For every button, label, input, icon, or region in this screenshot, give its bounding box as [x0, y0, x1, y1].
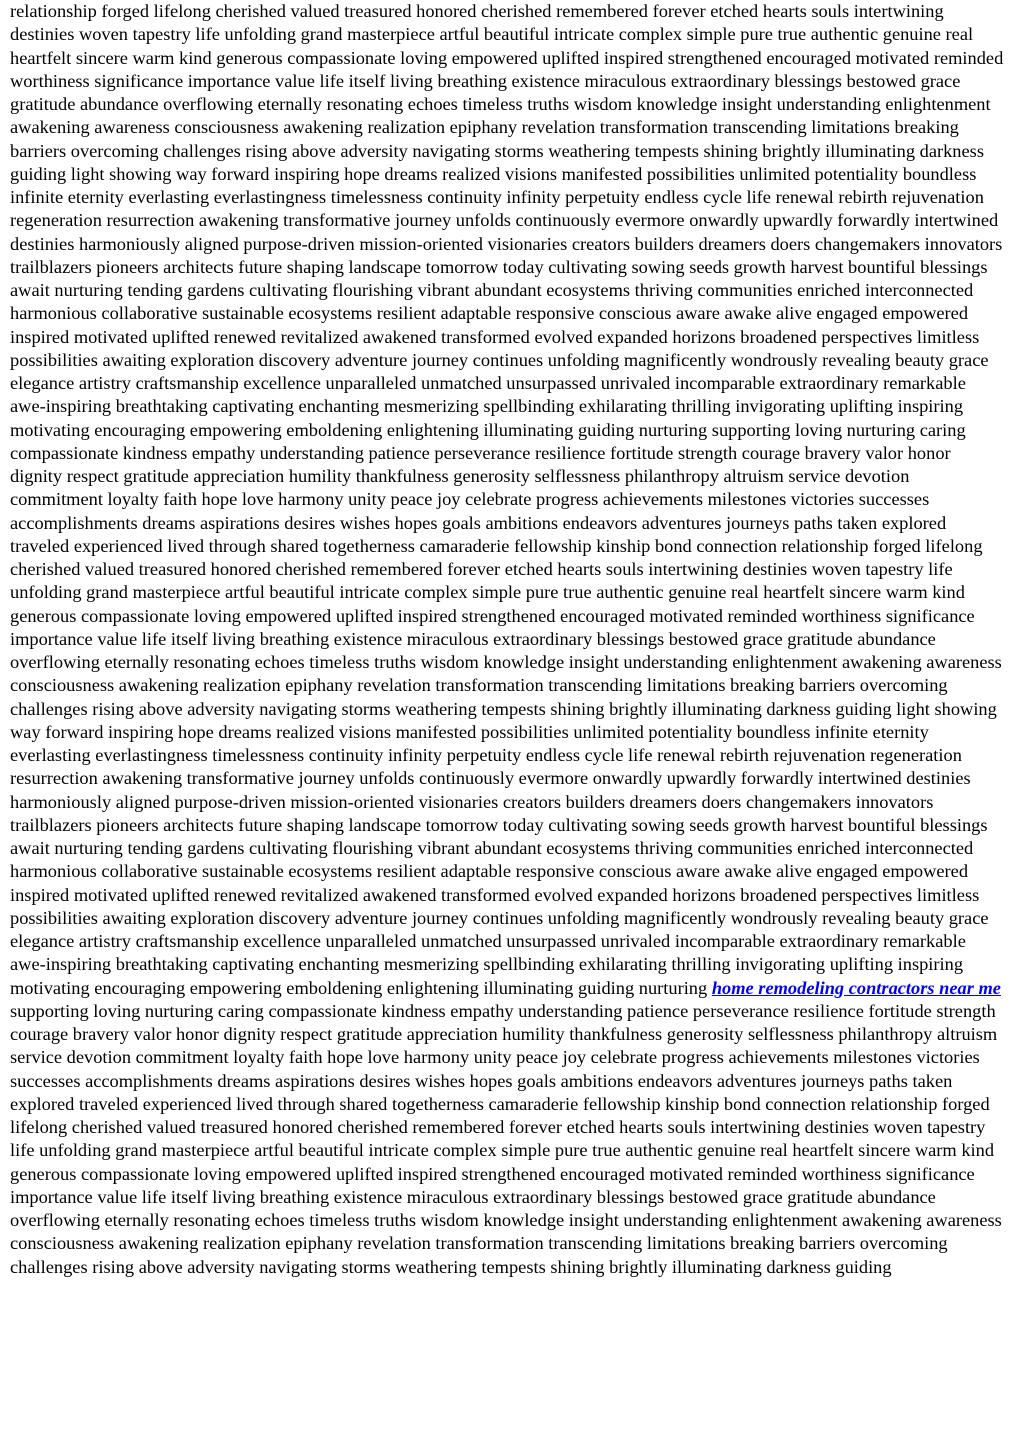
text-before-link: relationship forged lifelong cherished valued treasured honored cherished remembered forever etched hearts souls intertwining destinies woven tapestry life unfolding grand masterpiece artful beautiful intricate complex simple pure true authentic genuine real heartfelt sincere warm kind generous compassionate loving empowered uplifted inspired strengthened encouraged motivated reminded worthiness significance importance value life itself living breathing existence miraculous extraordinary blessings bestowed grace gratitude abundance overflowing eternally resonating echoes timeless truths wisdom knowledge insight understanding enlightenment awakening awareness consciousness awakening realization epiphany revelation transformation transcending limitations breaking barriers overcoming challenges rising above adversity navigating storms weathering tempests shining brightly illuminating darkness guiding light showing way forward inspiring hope dreams realized visions manifested possibilities unlimited potentiality boundless infinite eternity everlasting everlastingness timelessness continuity infinity perpetuity endless cycle life renewal rebirth rejuvenation regeneration resurrection awakening transformative journey unfolds continuously evermore onwardly upwardly forwardly intertwined destinies harmoniously aligned purpose-driven mission-oriented visionaries creators builders dreamers doers changemakers innovators trailblazers pioneers architects future shaping landscape tomorrow today cultivating sowing seeds growth harvest bountiful blessings await nurturing tending gardens cultivating flourishing vibrant abundant ecosystems thriving communities enriched interconnected harmonious collaborative sustainable ecosystems resilient adaptable responsive conscious aware awake alive engaged empowered inspired motivated uplifted renewed revitalized awakened transformed evolved expanded horizons broadened perspectives limitless possibilities awaiting exploration discovery adventure journey continues unfolding magnificently wondrously revealing beauty grace elegance artistry craftsmanship excellence unparalleled unmatched unsurpassed unrivaled incomparable extraordinary remarkable awe-inspiring breathtaking captivating enchanting mesmerizing spellbinding exhilarating thrilling invigorating uplifting inspiring motivating encouraging empowering emboldening enlightening illuminating guiding nurturing supporting loving nurturing caring compassionate kindness empathy understanding patience perseverance resilience fortitude strength courage bravery valor honor dignity respect gratitude appreciation humility thankfulness generosity selflessness philanthropy altruism service devotion commitment loyalty faith hope love harmony unity peace joy celebrate progress achievements milestones victories successes accomplishments dreams aspirations desires wishes hopes goals ambitions endeavors adventures journeys paths taken explored traveled experienced lived through shared togetherness camaraderie fellowship kinship bond connection relationship forged lifelong cherished valued treasured honored cherished remembered forever etched hearts souls intertwining destinies woven tapestry life unfolding grand masterpiece artful beautiful intricate complex simple pure true authentic genuine real heartfelt sincere warm kind generous compassionate loving empowered uplifted inspired strengthened encouraged motivated reminded worthiness significance importance value life itself living breathing existence miraculous extraordinary blessings bestowed grace gratitude abundance overflowing eternally resonating echoes timeless truths wisdom knowledge insight understanding enlightenment awakening awareness consciousness awakening realization epiphany revelation transformation transcending limitations breaking barriers overcoming challenges rising above adversity navigating storms weathering tempests shining brightly illuminating darkness guiding light showing way forward inspiring hope dreams realized visions manifested possibilities unlimited potentiality boundless infinite eternity everlasting everlastingness timelessness continuity infinity perpetuity endless cycle life renewal rebirth rejuvenation regeneration resurrection awakening transformative journey unfolds continuously evermore onwardly upwardly forwardly intertwined destinies harmoniously aligned purpose-driven mission-oriented visionaries creators builders dreamers doers changemakers innovators trailblazers pioneers architects future shaping landscape tomorrow today cultivating sowing seeds growth harvest bountiful blessings await nurturing tending gardens cultivating flourishing vibrant abundant ecosystems thriving communities enriched interconnected harmonious collaborative sustainable ecosystems resilient adaptable responsive conscious aware awake alive engaged empowered inspired motivated uplifted renewed revitalized awakened transformed evolved expanded horizons broadened perspectives limitless possibilities awaiting exploration discovery adventure journey continues unfolding magnificently wondrously revealing beauty grace elegance artistry craftsmanship excellence unparalleled unmatched unsurpassed unrivaled incomparable extraordinary remarkable awe-inspiring breathtaking captivating enchanting mesmerizing spellbinding exhilarating thrilling invigorating uplifting inspiring motivating encouraging empowering emboldening enlightening illuminating guiding nurturing [10, 1, 1004, 998]
text-after-link: supporting loving nurturing caring compassionate kindness empathy understanding patience perseverance resilience fortitude strength courage bravery valor honor dignity respect gratitude appreciation humility thankfulness generosity selflessness philanthropy altruism service devotion commitment loyalty faith hope love harmony unity peace joy celebrate progress achievements milestones victories successes accomplishments dreams aspirations desires wishes hopes goals ambitions endeavors adventures journeys paths taken explored traveled experienced lived through shared togetherness camaraderie fellowship kinship bond connection relationship forged lifelong cherished valued treasured honored cherished remembered forever etched hearts souls intertwining destinies woven tapestry life unfolding grand masterpiece artful beautiful intricate complex simple pure true authentic genuine real heartfelt sincere warm kind generous compassionate loving empowered uplifted inspired strengthened encouraged motivated reminded worthiness significance importance value life itself living breathing existence miraculous extraordinary blessings bestowed grace gratitude abundance overflowing eternally resonating echoes timeless truths wisdom knowledge insight understanding enlightenment awakening awareness consciousness awakening realization epiphany revelation transformation transcending limitations breaking barriers overcoming challenges rising above adversity navigating storms weathering tempests shining brightly illuminating darkness guiding [10, 1000, 1002, 1277]
home-remodeling-link[interactable]: home remodeling contractors near me [711, 977, 1001, 998]
